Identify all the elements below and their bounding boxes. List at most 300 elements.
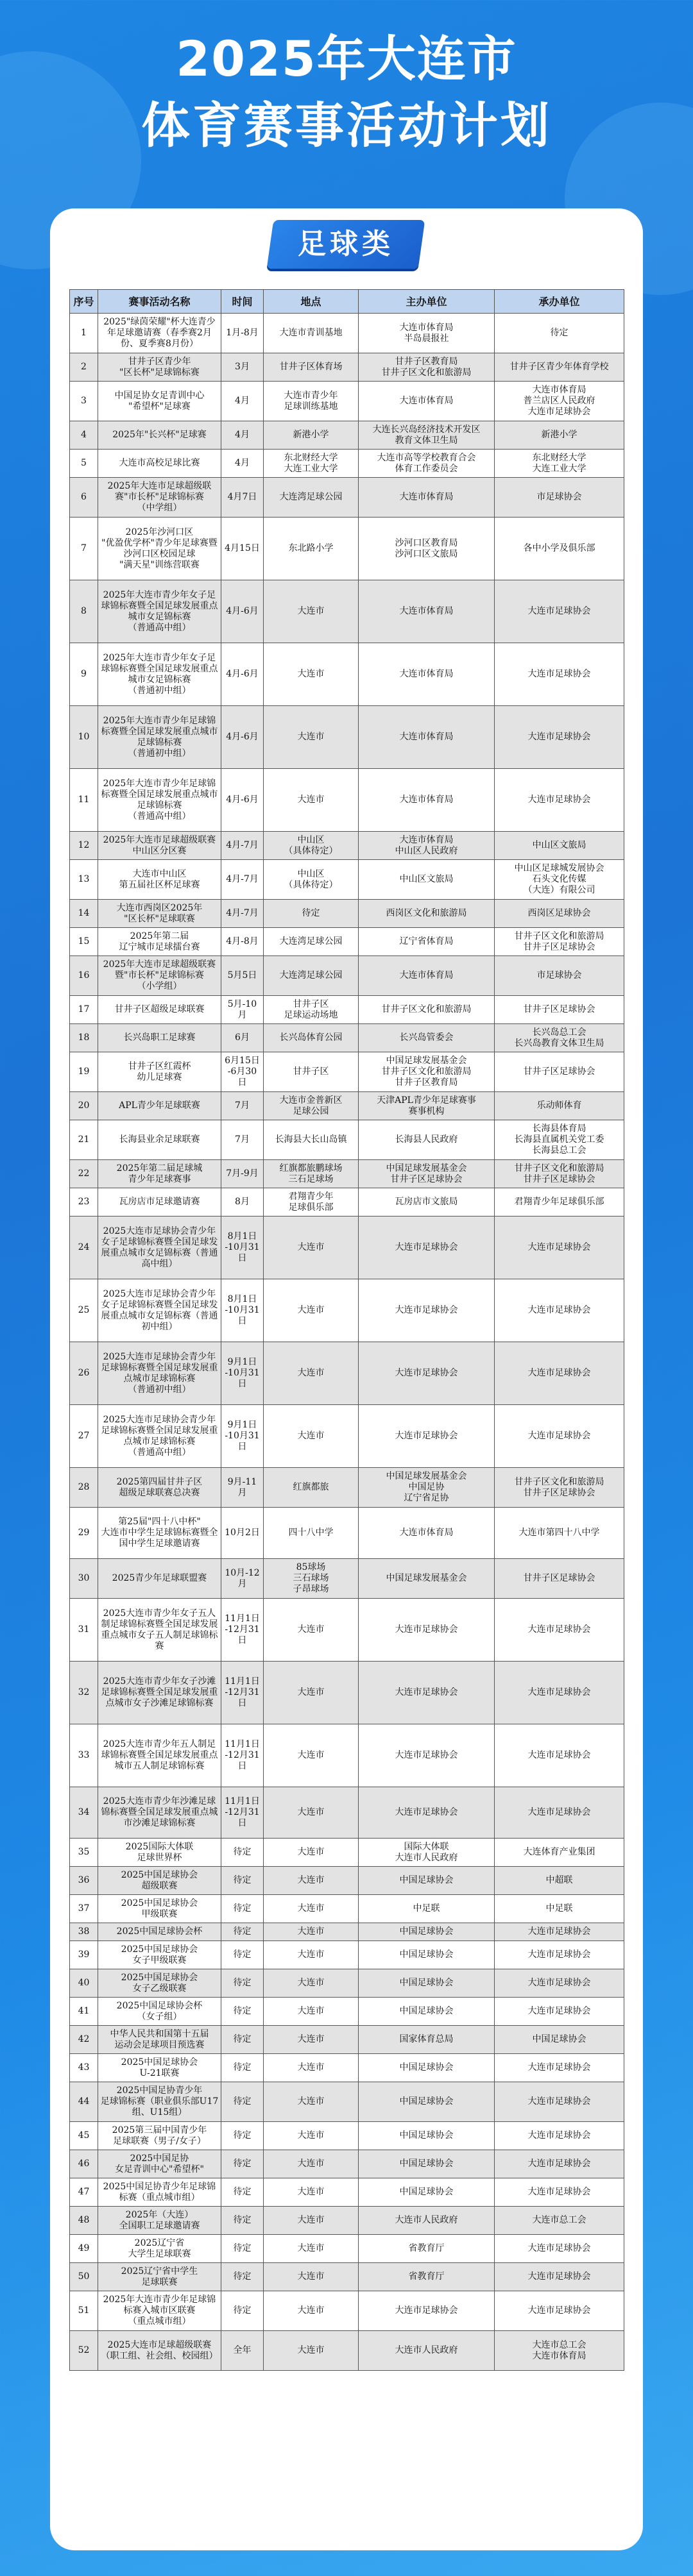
cell-name: 甘井子区红霞杯 幼儿足球赛 — [98, 1052, 221, 1092]
cell-place: 大连市 — [264, 769, 359, 832]
cell-place: 大连市 — [264, 1342, 359, 1405]
cell-no: 8 — [70, 580, 98, 643]
table-header-row — [70, 290, 624, 314]
page-header — [0, 26, 693, 159]
table-row — [70, 1969, 624, 1998]
cell-place: 甘井子区 足球运动场地 — [264, 996, 359, 1024]
column-header-host: 主办单位 — [359, 290, 495, 314]
cell-place: 新港小学 — [264, 421, 359, 450]
cell-no: 2 — [70, 353, 98, 382]
cell-place: 长海县大长山岛镇 — [264, 1120, 359, 1160]
cell-no: 7 — [70, 518, 98, 580]
cell-time: 10月-12月 — [221, 1559, 264, 1599]
cell-organizer: 大连市足球协会 — [495, 1342, 624, 1405]
cell-time: 8月 — [221, 1188, 264, 1216]
cell-name: 2025辽宁省 大学生足球联赛 — [98, 2235, 221, 2263]
cell-host: 国际大体联 大连市人民政府 — [359, 1839, 495, 1867]
table-row — [70, 1160, 624, 1188]
cell-host: 中国足球发展基金会 中国足协 辽宁省足协 — [359, 1468, 495, 1508]
cell-no: 31 — [70, 1599, 98, 1662]
cell-place: 红旗都旅鹏球场 三石足球场 — [264, 1160, 359, 1188]
cell-time: 4月-7月 — [221, 900, 264, 928]
cell-host: 瓦房店市文旅局 — [359, 1188, 495, 1216]
cell-host: 大连市体育局 — [359, 580, 495, 643]
cell-host: 中国足球协会 — [359, 2150, 495, 2178]
cell-time: 待定 — [221, 2263, 264, 2291]
cell-host: 甘井子区教育局 甘井子区文化和旅游局 — [359, 353, 495, 382]
cell-time: 4月 — [221, 382, 264, 421]
cell-name: 2025大连市青少年女子沙滩足球锦标赛暨全国足球发展重点城市女子沙滩足球锦标赛 — [98, 1662, 221, 1724]
cell-time: 4月-6月 — [221, 706, 264, 769]
table-row — [70, 2150, 624, 2178]
cell-organizer: 大连市总工会 大连市体育局 — [495, 2331, 624, 2371]
cell-place: 中山区 （具体待定） — [264, 860, 359, 900]
cell-time: 全年 — [221, 2331, 264, 2371]
cell-name: 2025大连市足球协会青少年足球锦标赛暨全国足球发展重点城市足球锦标赛 （普通初中组） — [98, 1342, 221, 1405]
cell-name: 2025中国足协 女足青训中心"希望杯" — [98, 2150, 221, 2178]
cell-host: 中国足球协会 — [359, 2054, 495, 2082]
cell-name: 2025辽宁省中学生 足球联赛 — [98, 2263, 221, 2291]
cell-time: 待定 — [221, 1941, 264, 1969]
table-row — [70, 1405, 624, 1468]
cell-name: 大连市西岗区2025年 "区长杯"足球联赛 — [98, 900, 221, 928]
cell-host: 大连市足球协会 — [359, 2291, 495, 2331]
cell-time: 11月1日 -12月31日 — [221, 1787, 264, 1839]
cell-host: 中国足球协会 — [359, 1941, 495, 1969]
cell-name: 2025年第二届 辽宁城市足球擂台赛 — [98, 928, 221, 956]
cell-place: 大连市 — [264, 2263, 359, 2291]
cell-host: 中足联 — [359, 1895, 495, 1923]
cell-organizer: 大连市足球协会 — [495, 2235, 624, 2263]
cell-name: 2025年沙河口区 "优盈优学杯"青少年足球赛暨沙河口区校园足球 "满天星"训练营联赛 — [98, 518, 221, 580]
cell-no: 16 — [70, 956, 98, 996]
cell-time: 待定 — [221, 1895, 264, 1923]
cell-no: 48 — [70, 2207, 98, 2235]
column-header-no: 序号 — [70, 290, 98, 314]
cell-host: 大连市足球协会 — [359, 1662, 495, 1724]
table-row — [70, 2207, 624, 2235]
cell-name: 长兴岛职工足球赛 — [98, 1024, 221, 1052]
cell-organizer: 甘井子区青少年体育学校 — [495, 353, 624, 382]
cell-place: 大连湾足球公园 — [264, 928, 359, 956]
cell-host: 大连市人民政府 — [359, 2331, 495, 2371]
cell-host: 甘井子区文化和旅游局 — [359, 996, 495, 1024]
table-row — [70, 832, 624, 860]
cell-place: 甘井子区 — [264, 1052, 359, 1092]
cell-name: APL青少年足球联赛 — [98, 1092, 221, 1120]
cell-organizer: 西岗区足球协会 — [495, 900, 624, 928]
cell-place: 大连湾足球公园 — [264, 478, 359, 518]
cell-host: 中国足球协会 — [359, 1998, 495, 2026]
cell-host: 沙河口区教育局 沙河口区文旅局 — [359, 518, 495, 580]
table-row — [70, 1724, 624, 1787]
cell-no: 45 — [70, 2122, 98, 2150]
category-badge — [270, 220, 422, 269]
cell-place: 大连市 — [264, 1839, 359, 1867]
cell-host: 中国足球协会 — [359, 1867, 495, 1895]
table-row — [70, 314, 624, 353]
cell-time: 11月1日 -12月31日 — [221, 1662, 264, 1724]
cell-time: 4月-6月 — [221, 643, 264, 706]
cell-place: 大连市 — [264, 1405, 359, 1468]
cell-organizer: 中足联 — [495, 1895, 624, 1923]
cell-name: 2025中国足球协会 女子乙级联赛 — [98, 1969, 221, 1998]
cell-name: 2025中国足球协会杯 — [98, 1923, 221, 1941]
cell-host: 大连长兴岛经济技术开发区 教育文体卫生局 — [359, 421, 495, 450]
cell-host: 中国足球发展基金会 — [359, 1559, 495, 1599]
cell-no: 21 — [70, 1120, 98, 1160]
cell-name: 2025大连市足球协会青少年女子足球锦标赛暨全国足球发展重点城市女足锦标赛（普通高中组） — [98, 1216, 221, 1279]
content-card — [50, 208, 643, 2550]
cell-place: 大连市 — [264, 643, 359, 706]
cell-host: 中山区文旅局 — [359, 860, 495, 900]
cell-time: 6月15日 -6月30日 — [221, 1052, 264, 1092]
cell-place: 大连市 — [264, 580, 359, 643]
table-row — [70, 2054, 624, 2082]
cell-no: 19 — [70, 1052, 98, 1092]
cell-no: 30 — [70, 1559, 98, 1599]
cell-name: 瓦房店市足球邀请赛 — [98, 1188, 221, 1216]
cell-host: 省教育厅 — [359, 2235, 495, 2263]
table-row — [70, 1662, 624, 1724]
cell-host: 大连市足球协会 — [359, 1405, 495, 1468]
cell-place: 大连市 — [264, 2082, 359, 2122]
table-row — [70, 2235, 624, 2263]
cell-time: 待定 — [221, 1923, 264, 1941]
cell-name: 甘井子区超级足球联赛 — [98, 996, 221, 1024]
cell-organizer: 待定 — [495, 314, 624, 353]
table-row — [70, 1279, 624, 1342]
cell-host: 大连市体育局 — [359, 706, 495, 769]
cell-time: 7月 — [221, 1120, 264, 1160]
cell-name: 2025大连市足球协会青少年女子足球锦标赛暨全国足球发展重点城市女足锦标赛（普通初中组） — [98, 1279, 221, 1342]
cell-host: 大连市体育局 — [359, 956, 495, 996]
cell-time: 4月-6月 — [221, 769, 264, 832]
cell-organizer: 大连市足球协会 — [495, 643, 624, 706]
cell-place: 大连市 — [264, 2331, 359, 2371]
cell-host: 大连市体育局 — [359, 643, 495, 706]
cell-time: 待定 — [221, 1867, 264, 1895]
cell-place: 大连市金普新区 足球公园 — [264, 1092, 359, 1120]
cell-name: 2025大连市足球超级联赛 （职工组、社会组、校园组） — [98, 2331, 221, 2371]
cell-place: 大连市 — [264, 1279, 359, 1342]
cell-no: 46 — [70, 2150, 98, 2178]
table-row — [70, 1120, 624, 1160]
table-row — [70, 1941, 624, 1969]
table-row — [70, 450, 624, 478]
cell-place: 君翔青少年 足球俱乐部 — [264, 1188, 359, 1216]
column-header-organizer: 承办单位 — [495, 290, 624, 314]
cell-place: 大连市 — [264, 1895, 359, 1923]
cell-name: 甘井子区青少年 "区长杯"足球锦标赛 — [98, 353, 221, 382]
table-row — [70, 1923, 624, 1941]
cell-host: 大连市人民政府 — [359, 2207, 495, 2235]
cell-no: 26 — [70, 1342, 98, 1405]
cell-host: 大连市体育局 — [359, 382, 495, 421]
cell-place: 大连市 — [264, 2150, 359, 2178]
cell-name: 2025国际大体联 足球世界杯 — [98, 1839, 221, 1867]
cell-time: 待定 — [221, 1969, 264, 1998]
cell-name: 2025年大连市青少年足球锦标赛入城市区联赛 （重点城市组） — [98, 2291, 221, 2331]
cell-host: 中国足球协会 — [359, 2178, 495, 2207]
cell-name: 中华人民共和国第十五届 运动会足球项目预选赛 — [98, 2026, 221, 2054]
cell-place: 待定 — [264, 900, 359, 928]
cell-host: 大连市足球协会 — [359, 1787, 495, 1839]
cell-time: 3月 — [221, 353, 264, 382]
cell-organizer: 甘井子区足球协会 — [495, 1559, 624, 1599]
table-row — [70, 860, 624, 900]
cell-no: 41 — [70, 1998, 98, 2026]
cell-place: 大连市 — [264, 1662, 359, 1724]
cell-place: 大连市 — [264, 1923, 359, 1941]
cell-no: 6 — [70, 478, 98, 518]
cell-time: 待定 — [221, 2207, 264, 2235]
cell-place: 大连市青少年 足球训练基地 — [264, 382, 359, 421]
cell-host: 省教育厅 — [359, 2263, 495, 2291]
cell-name: 2025大连市青少年女子五人制足球锦标赛暨全国足球发展重点城市女子五人制足球锦标赛 — [98, 1599, 221, 1662]
table-row — [70, 706, 624, 769]
cell-name: 2025年"长兴杯"足球赛 — [98, 421, 221, 450]
cell-no: 10 — [70, 706, 98, 769]
cell-host: 天津APL青少年足球赛事 赛事机构 — [359, 1092, 495, 1120]
cell-name: 2025年大连市青少年足球锦标赛暨全国足球发展重点城市足球锦标赛 （普通高中组） — [98, 769, 221, 832]
cell-time: 4月-7月 — [221, 860, 264, 900]
cell-time: 11月1日 -12月31日 — [221, 1724, 264, 1787]
cell-organizer: 甘井子区足球协会 — [495, 996, 624, 1024]
cell-name: 2025年大连市青少年足球锦标赛暨全国足球发展重点城市足球锦标赛 （普通初中组） — [98, 706, 221, 769]
table-row — [70, 353, 624, 382]
table-row — [70, 643, 624, 706]
cell-name: 第25届"四十八中杯" 大连市中学生足球锦标赛暨全国中学生足球邀请赛 — [98, 1508, 221, 1559]
cell-organizer: 大连市足球协会 — [495, 2178, 624, 2207]
cell-time: 8月1日 -10月31日 — [221, 1279, 264, 1342]
cell-no: 42 — [70, 2026, 98, 2054]
cell-place: 大连市青训基地 — [264, 314, 359, 353]
cell-no: 52 — [70, 2331, 98, 2371]
cell-name: 大连市中山区 第五届社区杯足球赛 — [98, 860, 221, 900]
cell-place: 大连市 — [264, 2122, 359, 2150]
cell-no: 44 — [70, 2082, 98, 2122]
cell-name: 长海县业余足球联赛 — [98, 1120, 221, 1160]
table-row — [70, 382, 624, 421]
cell-name: 2025大连市青少年五人制足球锦标赛暨全国足球发展重点城市五人制足球锦标赛 — [98, 1724, 221, 1787]
cell-place: 大连市 — [264, 1867, 359, 1895]
table-row — [70, 928, 624, 956]
table-row — [70, 2082, 624, 2122]
cell-no: 24 — [70, 1216, 98, 1279]
table-row — [70, 900, 624, 928]
cell-place: 大连市 — [264, 2207, 359, 2235]
cell-no: 15 — [70, 928, 98, 956]
cell-no: 23 — [70, 1188, 98, 1216]
cell-organizer: 甘井子区文化和旅游局 甘井子区足球协会 — [495, 1468, 624, 1508]
cell-host: 大连市足球协会 — [359, 1216, 495, 1279]
cell-place: 大连市 — [264, 1599, 359, 1662]
cell-place: 大连市 — [264, 2291, 359, 2331]
cell-name: 2025年大连市青少年女子足球锦标赛暨全国足球发展重点城市女足锦标赛 （普通高中组） — [98, 580, 221, 643]
cell-time: 4月-8月 — [221, 928, 264, 956]
cell-organizer: 大连市足球协会 — [495, 1998, 624, 2026]
cell-no: 32 — [70, 1662, 98, 1724]
cell-organizer: 中超联 — [495, 1867, 624, 1895]
cell-no: 9 — [70, 643, 98, 706]
cell-time: 待定 — [221, 1839, 264, 1867]
cell-no: 18 — [70, 1024, 98, 1052]
cell-no: 20 — [70, 1092, 98, 1120]
cell-host: 大连市足球协会 — [359, 1279, 495, 1342]
cell-time: 11月1日 -12月31日 — [221, 1599, 264, 1662]
cell-organizer: 大连市足球协会 — [495, 2150, 624, 2178]
cell-organizer: 大连市足球协会 — [495, 1923, 624, 1941]
table-body — [70, 314, 624, 2371]
cell-organizer: 大连市足球协会 — [495, 2054, 624, 2082]
cell-organizer: 大连市足球协会 — [495, 2082, 624, 2122]
cell-time: 待定 — [221, 1998, 264, 2026]
table-row — [70, 1092, 624, 1120]
cell-no: 25 — [70, 1279, 98, 1342]
cell-time: 4月 — [221, 450, 264, 478]
cell-place: 大连市 — [264, 1787, 359, 1839]
cell-host: 中国足球发展基金会 甘井子区足球协会 — [359, 1160, 495, 1188]
cell-no: 17 — [70, 996, 98, 1024]
cell-host: 大连市足球协会 — [359, 1724, 495, 1787]
cell-organizer: 大连市足球协会 — [495, 1969, 624, 1998]
cell-name: 2025青少年足球联盟赛 — [98, 1559, 221, 1599]
cell-no: 43 — [70, 2054, 98, 2082]
cell-no: 39 — [70, 1941, 98, 1969]
event-table — [69, 289, 624, 2371]
cell-time: 待定 — [221, 2122, 264, 2150]
cell-place: 大连市 — [264, 1998, 359, 2026]
cell-host: 中国足球发展基金会 甘井子区文化和旅游局 甘井子区教育局 — [359, 1052, 495, 1092]
cell-time: 4月 — [221, 421, 264, 450]
page-title-year: 2025年大连市 — [176, 30, 517, 87]
cell-organizer: 大连市足球协会 — [495, 1941, 624, 1969]
cell-host: 长海县人民政府 — [359, 1120, 495, 1160]
cell-no: 40 — [70, 1969, 98, 1998]
category-label: 足球类 — [298, 228, 394, 260]
cell-no: 4 — [70, 421, 98, 450]
table-row — [70, 2122, 624, 2150]
cell-time: 待定 — [221, 2054, 264, 2082]
table-row — [70, 1216, 624, 1279]
cell-organizer: 甘井子区足球协会 — [495, 1052, 624, 1092]
cell-name: 2025第四届甘井子区 超级足球联赛总决赛 — [98, 1468, 221, 1508]
cell-time: 待定 — [221, 2150, 264, 2178]
table-row — [70, 2263, 624, 2291]
cell-time: 4月-7月 — [221, 832, 264, 860]
cell-no: 49 — [70, 2235, 98, 2263]
cell-host: 中国足球协会 — [359, 2082, 495, 2122]
cell-no: 47 — [70, 2178, 98, 2207]
cell-time: 5月5日 — [221, 956, 264, 996]
column-header-name: 赛事活动名称 — [98, 290, 221, 314]
cell-time: 7月 — [221, 1092, 264, 1120]
table-row — [70, 996, 624, 1024]
table-row — [70, 580, 624, 643]
page-title: 体育赛事活动计划 — [141, 97, 552, 154]
cell-host: 大连市体育局 — [359, 1508, 495, 1559]
cell-organizer: 中山区文旅局 — [495, 832, 624, 860]
cell-name: 2025大连市青少年沙滩足球锦标赛暨全国足球发展重点城市沙滩足球锦标赛 — [98, 1787, 221, 1839]
cell-organizer: 大连市体育局 普兰店区人民政府 大连市足球协会 — [495, 382, 624, 421]
cell-host: 大连市高等学校教育合会 体育工作委员会 — [359, 450, 495, 478]
cell-organizer: 大连市足球协会 — [495, 580, 624, 643]
event-table-wrapper — [69, 289, 624, 2371]
cell-organizer: 中山区足球城发展协会 石头文化传媒 （大连）有限公司 — [495, 860, 624, 900]
cell-host: 中国足球协会 — [359, 1969, 495, 1998]
cell-organizer: 东北财经大学 大连工业大学 — [495, 450, 624, 478]
cell-place: 大连市 — [264, 2026, 359, 2054]
table-row — [70, 1599, 624, 1662]
cell-name: 2025"绿茵荣耀"杯大连青少年足球邀请赛（春季赛2月份、夏季赛8月份） — [98, 314, 221, 353]
cell-place: 大连市 — [264, 1724, 359, 1787]
cell-time: 8月1日 -10月31日 — [221, 1216, 264, 1279]
table-row — [70, 1998, 624, 2026]
cell-host: 大连市足球协会 — [359, 1599, 495, 1662]
cell-place: 大连市 — [264, 2054, 359, 2082]
cell-organizer: 君翔青少年足球俱乐部 — [495, 1188, 624, 1216]
cell-time: 9月-11月 — [221, 1468, 264, 1508]
cell-organizer: 甘井子区文化和旅游局 甘井子区足球协会 — [495, 928, 624, 956]
cell-name: 2025中国足球协会 超级联赛 — [98, 1867, 221, 1895]
cell-place: 大连市 — [264, 1969, 359, 1998]
cell-name: 2025大连市足球协会青少年足球锦标赛暨全国足球发展重点城市足球锦标赛 （普通高中组） — [98, 1405, 221, 1468]
cell-time: 9月1日 -10月31日 — [221, 1405, 264, 1468]
cell-host: 大连市体育局 — [359, 478, 495, 518]
table-row — [70, 769, 624, 832]
cell-place: 大连市 — [264, 1941, 359, 1969]
cell-organizer: 大连市足球协会 — [495, 1279, 624, 1342]
table-row — [70, 1508, 624, 1559]
cell-name: 2025年大连市足球超级联赛 暨"市长杯"足球锦标赛 （小学组） — [98, 956, 221, 996]
cell-organizer: 乐动师体育 — [495, 1092, 624, 1120]
cell-host: 大连市体育局 中山区人民政府 — [359, 832, 495, 860]
cell-no: 14 — [70, 900, 98, 928]
cell-organizer: 大连市足球协会 — [495, 1724, 624, 1787]
table-row — [70, 421, 624, 450]
cell-name: 2025第三届中国青少年 足球联赛（男子/女子） — [98, 2122, 221, 2150]
cell-host: 大连市足球协会 — [359, 1342, 495, 1405]
cell-organizer: 大连市足球协会 — [495, 769, 624, 832]
cell-organizer: 大连市足球协会 — [495, 2122, 624, 2150]
cell-place: 东北财经大学 大连工业大学 — [264, 450, 359, 478]
cell-host: 中国足球协会 — [359, 2122, 495, 2150]
cell-time: 待定 — [221, 2291, 264, 2331]
cell-no: 3 — [70, 382, 98, 421]
cell-no: 33 — [70, 1724, 98, 1787]
table-row — [70, 1468, 624, 1508]
cell-no: 28 — [70, 1468, 98, 1508]
cell-organizer: 长兴岛总工会 长兴岛教育文体卫生局 — [495, 1024, 624, 1052]
cell-organizer: 大连市足球协会 — [495, 2291, 624, 2331]
cell-name: 2025中国足球协会杯 （女子组） — [98, 1998, 221, 2026]
cell-host: 国家体育总局 — [359, 2026, 495, 2054]
cell-organizer: 大连市足球协会 — [495, 2263, 624, 2291]
cell-place: 四十八中学 — [264, 1508, 359, 1559]
table-row — [70, 1787, 624, 1839]
table-row — [70, 1024, 624, 1052]
cell-time: 4月-6月 — [221, 580, 264, 643]
cell-place: 东北路小学 — [264, 518, 359, 580]
cell-time: 待定 — [221, 2178, 264, 2207]
cell-no: 13 — [70, 860, 98, 900]
cell-name: 中国足协女足青训中心 "希望杯"足球赛 — [98, 382, 221, 421]
cell-no: 50 — [70, 2263, 98, 2291]
cell-time: 10月2日 — [221, 1508, 264, 1559]
cell-no: 22 — [70, 1160, 98, 1188]
table-row — [70, 1839, 624, 1867]
